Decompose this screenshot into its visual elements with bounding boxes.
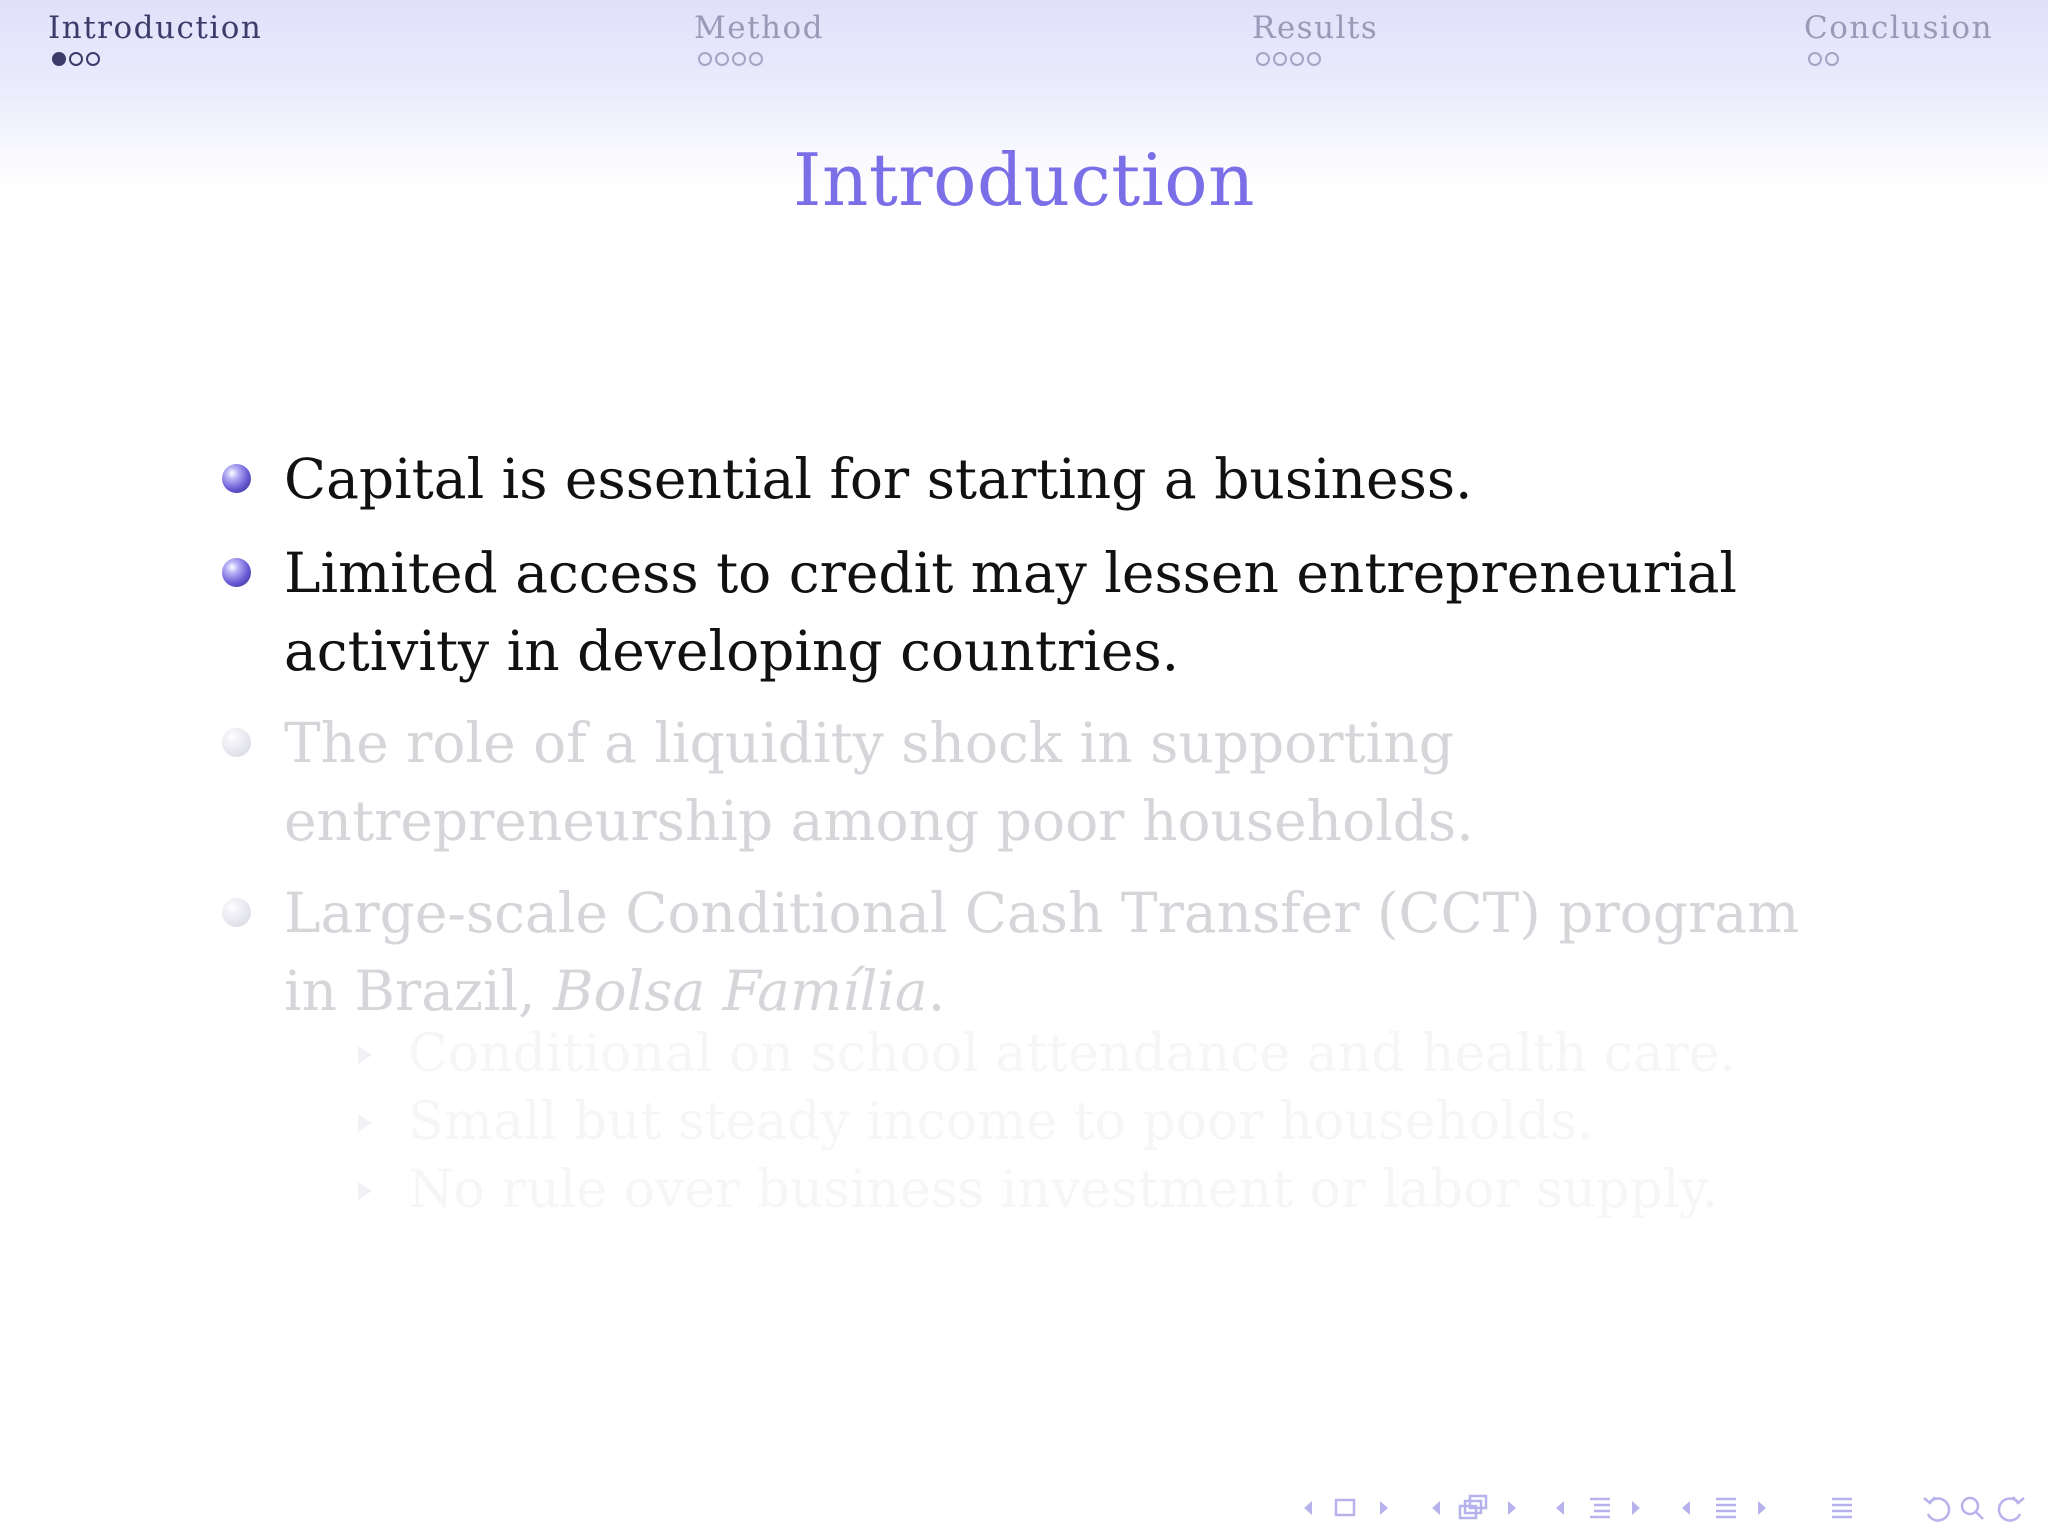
sub-bullet-text: Small but steady income to poor households.: [408, 1092, 1594, 1152]
nav-frame-dot[interactable]: [749, 52, 763, 66]
nav-frame-dot[interactable]: [1307, 52, 1321, 66]
nav-frame-dot[interactable]: [698, 52, 712, 66]
nav-section-results[interactable]: [1252, 8, 1378, 66]
frame-title: Introduction: [793, 138, 1255, 222]
slide-icon[interactable]: [1336, 1500, 1354, 1515]
nav-section-label[interactable]: Conclusion: [1804, 10, 1994, 46]
nav-frame-dot[interactable]: [732, 52, 746, 66]
section-navigation: [1674, 1490, 1784, 1526]
nav-frame-dots: [52, 52, 262, 66]
bullet-item-dimmed: [222, 704, 1842, 860]
bullet-text: Limited access to credit may lessen entrepreneurial activity in developing countries.: [284, 541, 1737, 683]
search-icon[interactable]: [1962, 1498, 1983, 1519]
sub-bullet-item: [352, 1020, 1852, 1088]
bullet-text-part: .: [927, 959, 946, 1023]
forward-icon[interactable]: [1999, 1497, 2024, 1521]
navigation-symbols: [1296, 1490, 2028, 1526]
section-next-icon[interactable]: [1758, 1501, 1766, 1515]
bullet-ball-icon: [222, 464, 251, 493]
frame-icon[interactable]: [1460, 1496, 1486, 1518]
nav-frame-dot[interactable]: [1825, 52, 1839, 66]
nav-section-label[interactable]: Method: [694, 10, 825, 46]
subsection-prev-icon[interactable]: [1556, 1501, 1564, 1515]
nav-frame-dots: [1808, 52, 1993, 66]
nav-frame-dot[interactable]: [1273, 52, 1287, 66]
nav-frame-dot[interactable]: [1808, 52, 1822, 66]
nav-frame-dots: [698, 52, 824, 66]
back-icon[interactable]: [1924, 1497, 1949, 1521]
sub-bullet-text: Conditional on school attendance and health care.: [408, 1024, 1737, 1084]
section-prev-icon[interactable]: [1682, 1501, 1690, 1515]
nav-section-introduction[interactable]: [48, 8, 262, 66]
bullet-text-part: Large-scale Conditional Cash Transfer (CCT) program in Brazil,: [284, 881, 1800, 1023]
nav-frame-dot[interactable]: [69, 52, 83, 66]
frame-navigation: [1424, 1490, 1534, 1526]
bullet-item: [222, 440, 1842, 518]
triangle-bullet-icon: [358, 1046, 372, 1064]
bullet-item-dimmed: [222, 874, 1842, 1030]
triangle-bullet-icon: [358, 1114, 372, 1132]
appendix-icon[interactable]: [1822, 1490, 1862, 1526]
nav-frame-dot[interactable]: [1290, 52, 1304, 66]
frame-prev-icon[interactable]: [1432, 1501, 1440, 1515]
nav-section-method[interactable]: [694, 8, 824, 66]
nav-section-label[interactable]: Results: [1252, 10, 1379, 46]
bullet-ball-icon: [222, 558, 251, 587]
bullet-ball-icon: [222, 728, 251, 757]
sub-bullet-item: [352, 1156, 1852, 1224]
bullet-text: The role of a liquidity shock in supporting entrepreneurship among poor households.: [284, 711, 1474, 853]
sub-bullet-item: [352, 1088, 1852, 1156]
bullet-text: Capital is essential for starting a business.: [284, 447, 1473, 511]
slide-navigation: [1296, 1490, 1406, 1526]
frame-next-icon[interactable]: [1508, 1501, 1516, 1515]
sub-bullet-text: No rule over business investment or labor supply.: [408, 1160, 1719, 1220]
nav-frame-dot-current[interactable]: [52, 52, 66, 66]
nav-section-conclusion[interactable]: [1804, 8, 1993, 66]
sub-bullet-list: [352, 1020, 1852, 1224]
bullet-ball-icon: [222, 898, 251, 927]
nav-frame-dot[interactable]: [86, 52, 100, 66]
section-icon[interactable]: [1716, 1499, 1736, 1517]
subsection-navigation: [1548, 1490, 1658, 1526]
bullet-item: [222, 534, 1842, 690]
nav-frame-dot[interactable]: [1256, 52, 1270, 66]
subsection-next-icon[interactable]: [1632, 1501, 1640, 1515]
triangle-bullet-icon: [358, 1182, 372, 1200]
bullet-text: [284, 874, 1842, 1030]
history-search-controls: [1920, 1490, 2028, 1526]
nav-frame-dot[interactable]: [715, 52, 729, 66]
subsection-icon[interactable]: [1590, 1499, 1610, 1517]
slide-prev-icon[interactable]: [1304, 1501, 1312, 1515]
slide-next-icon[interactable]: [1380, 1501, 1388, 1515]
nav-frame-dots: [1256, 52, 1378, 66]
nav-section-label[interactable]: Introduction: [48, 10, 263, 46]
program-name: Bolsa Família: [553, 959, 928, 1023]
